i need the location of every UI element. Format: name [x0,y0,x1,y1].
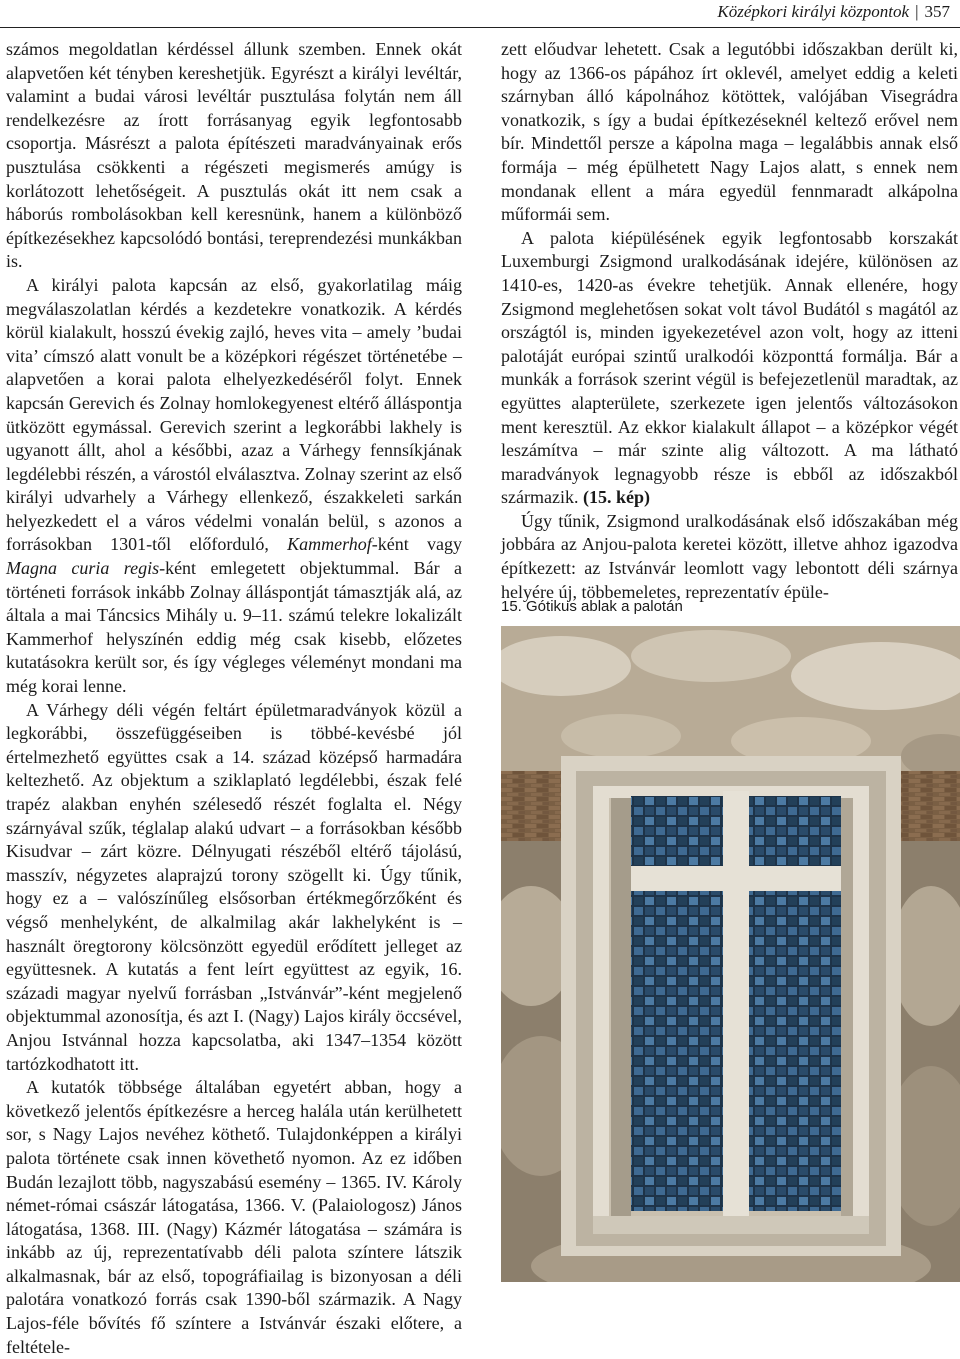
italic-term: Magna curia regis [6,558,160,579]
paragraph [501,227,958,510]
running-title: Középkori királyi központok [717,2,910,21]
paragraph: A kutatók többsége általában egyetért abban, hogy a következő jelentős építkezésre a herceg halála után kerülhetett sor, s Nagy Lajos nevéhez köthető. Tulajdonképpen a királyi palota története csak innen követhető nyomon. Az ez időben Budán lezajlott több, nagyszabású esemény – 1365. IV. Károly német-római császár látogatása, 1366. V. (Palaiologosz) János látogatása, 1368. III. (Nagy) Kázmér látogatása – számára is inkább az új, reprezentatívabb déli palota színtere látszik alkalmasnak, bár az első, topográfiailag is bizonyosan a déli palotára vonatkozó forrás csak 1390-ből származik. A Nagy Lajos-féle bővítés fő színtere a Istvánvár északi előtere, a feltétele- [6,1077,462,1357]
gothic-window-illustration [501,626,960,1282]
paragraph: A Várhegy déli végén feltárt épületmaradványok közül a legkorábbi, összefüggéseiben is többé-kevésbé jól értelmezhető együttes csak a 14. század középső harmadára keltezhető. Az objektum a sziklaplató legdélebbi, észak felé trapéz alakban enyhén szélesedő részét foglalta el. Négy szárnyával szűk, téglalap alakú udvart – a forrásokban később Kisudvar – zárt közre. Délnyugati részéből eltérő tájolású, masszív, négyzetes alaprajzú torony szögellt ki. Úgy tűnik, hogy ez a – valószínűleg elsősorban értékmegőrzőként és végső menhelyként, de alkalmilag akár lakhelyként is – használt öregtorony kölcsönzött egyedül erődített jelleget az együttesnek. A kutatás a fent leírt együttest az egyik, 16. századi magyar nyelvű forrásban „Istvánvár”-ként megjelenő objektummal azonosítja, és azt I. (Nagy) Lajos király öccsével, Anjou Istvánnal hozza kapcsolatba, aki 1347–1354 között tartózkodhatott itt. [6,699,462,1074]
paragraph: A királyi palota kapcsán az első, gyakorlatilag máig megválaszolatlan kérdés a kezdetekre vonatkozik. A kérdés körül kialakult, hosszú évekig zajló, heves vita – amely ’budai vita’ címszó alatt vonult be a középkori régészet történetébe – alapvetően a korai palota elhelyezkedéséről folyt. Ennek kapcsán Gerevich és Zolnay homlokegyenest eltérő álláspontja ütközött egymással. Gerevich szerint a legkorábbi lakhely is ugyanott állt, ahol a későbbi, azaz a Várhegy fennsíkjának legdélebbi részén, a várostól elválasztva. Zolnay szerint az első királyi udvarhely a Várhegy ellenkező, északkeleti sarkán helyezkedett el a város védelmi vonalán belül, s azonos a forrásokban 1301-től előforduló, Kammerhof-ként vagy Magna curia regis-ként emlegetett objektummal. Bár a történeti források inkább Zolnay álláspontját támasztják alá, az általa a mai Táncsics Mihály u. 9–11. számú telekre lokalizált Kammerhof helyszínén eddig még csak kisebb, előzetes kutatásokra került sor, és így végleges véleményt mondani ma még korai lenne. [6,274,462,697]
figure-caption: 15. Gótikus ablak a palotán [501,598,683,615]
header-rule [0,27,960,28]
italic-term: Kammerhof [287,534,372,555]
paragraph: számos megoldatlan kérdéssel állunk szemben. Ennek okát alapvetően két tényben kereshetjük. Egyrészt a királyi levéltár, valamint a budai városi levéltár pusztulása folytán nem áll rendelkezésre az írott forrásanyag egyik legfontosabb csoportja. Másrészt a palota építészeti maradványainak erős pusztulása csökkenti a régészeti megismerés amúgy is korlátozott lehetőségeit. A pusztulás okát itt nem csak a háborús rombolásokban kell keresnünk, hanem a különböző építkezésekhez kapcsolódó bontási, tereprendezési munkákban is. [6,39,462,272]
paragraph-text: zett előudvar lehetett. Csak a legutóbbi időszakban derült ki, hogy az 1366-os pápához írt oklevél, amelyet eddig a keleti szárnyban álló kápolnához kötöttek, valójában Visegrádra vonatkozik, s így a budai építkezéseknél keltező erővel nem bír. Mindettől persze a kápolna maga – legalábbis annak első formája – még épülhetett Nagy Lajos alatt, s ennek nem mondanak ellent a mára egyedül fennmaradt alkápolna műformái sem. [501,39,958,225]
right-text-column [501,38,958,604]
running-header [717,0,950,26]
paragraph-text: A palota kiépülésének egyik legfontosabb korszakát Luxemburgi Zsigmond uralkodásának idejére, különösen az 1410-es, 1420-as évekre tehetjük. Annak ellenére, hogy Zsigmond meglehetősen sokat volt távol Budától s magától az országtól is, minden igyekezetével azon volt, hogy az itteni palotáját európai szintű uralkodói központtá formálja. Bár a munkák a források szerint végül is befejezetlenül maradtak, az együttes alapterülete, szerkezete igen jelentős változásokon ment keresztül. Az ekkor kialakult állapot – a középkor végét leszámítva – már szinte alig változott. A ma látható maradványok legnagyobb része is ebből az időszakból származik. [501,227,958,508]
header-separator: | [915,2,919,21]
paragraph: Úgy tűnik, Zsigmond uralkodásának első időszakában még jobbára az Anjou-palota keretei között, illetve ahhoz igazodva építkezett: az Istvánvár leomlott vagy lebontott déli szárnya helyére új, többemeletes, reprezentatív épüle- [501,510,958,602]
gothic-window-photo [501,626,960,1282]
left-text-column [6,38,462,1359]
figure-reference: (15. kép) [582,487,650,508]
page-number: 357 [924,2,950,21]
paragraph [501,38,958,227]
